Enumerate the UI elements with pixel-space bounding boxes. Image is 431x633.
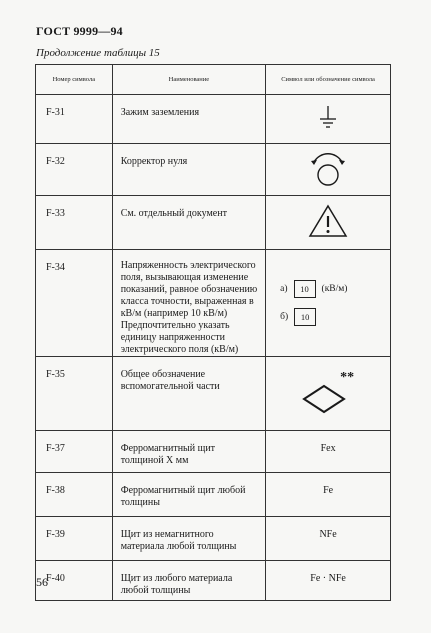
asterisk-marks: ** <box>340 369 355 385</box>
symbol-cell <box>266 473 391 517</box>
symbol-code: F-33 <box>36 196 113 250</box>
field-strength-symbols <box>266 280 390 326</box>
symbol-code: F-38 <box>36 473 113 517</box>
table-row <box>36 144 391 196</box>
symbol-text: NFe <box>319 529 337 540</box>
symbol-variant-a <box>280 280 347 298</box>
table-row <box>36 196 391 250</box>
unit-label: (кВ/м) <box>321 284 348 294</box>
symbol-name: Общее обозначение вспомогательной части <box>112 357 265 431</box>
symbol-code: F-34 <box>36 250 113 357</box>
table-row <box>36 431 391 473</box>
symbol-cell <box>266 95 391 144</box>
symbol-cell <box>266 517 391 561</box>
symbol-text: Fe · NFe <box>310 573 346 584</box>
symbol-text: Fex <box>320 443 336 454</box>
table-header-row <box>36 65 391 95</box>
warning-triangle-icon <box>308 203 348 239</box>
symbol-code: F-31 <box>36 95 113 144</box>
symbol-name: Напряженность электрического поля, вызывающая изменение показаний, равное обозначению класса точности, выраженная в кВ/м (например 10 кВ/м) Предпочтительно указать единицу напряженности электрического поля (кВ/м) <box>112 250 265 357</box>
symbol-cell <box>266 431 391 473</box>
table-row <box>36 561 391 601</box>
table-continuation-caption: Продолжение таблицы 15 <box>36 47 160 59</box>
symbol-name: См. отдельный документ <box>112 196 265 250</box>
symbol-name: Ферромагнитный щит любой толщины <box>112 473 265 517</box>
table-row <box>36 357 391 431</box>
symbol-code: F-40 <box>36 561 113 601</box>
symbols-table <box>35 64 391 601</box>
symbol-text: Fe <box>323 485 334 496</box>
symbol-name: Щит из любого материала любой толщины <box>112 561 265 601</box>
symbol-code: F-37 <box>36 431 113 473</box>
symbol-name: Корректор нуля <box>112 144 265 196</box>
symbol-cell <box>266 357 391 431</box>
ground-icon <box>318 104 338 130</box>
table-row <box>36 517 391 561</box>
table-row <box>36 95 391 144</box>
symbol-cell <box>266 144 391 196</box>
symbol-name: Щит из немагнитного материала любой толщины <box>112 517 265 561</box>
symbol-variant-b <box>280 308 316 326</box>
table-row <box>36 250 391 357</box>
accuracy-class-box: 10 <box>294 280 316 298</box>
symbol-cell <box>266 561 391 601</box>
diamond-icon <box>302 384 346 414</box>
document-header: ГОСТ 9999—94 <box>36 24 123 38</box>
variant-label: а) <box>280 284 288 294</box>
column-header-name: Наименование <box>112 65 265 95</box>
symbol-cell <box>266 196 391 250</box>
symbol-code: F-35 <box>36 357 113 431</box>
symbol-code: F-32 <box>36 144 113 196</box>
accuracy-class-box: 10 <box>294 308 316 326</box>
table-row <box>36 473 391 517</box>
column-header-symbol: Символ или обозначение символа <box>266 65 391 95</box>
symbol-name: Ферромагнитный щит толщиной X мм <box>112 431 265 473</box>
page-number: 56 <box>36 575 48 589</box>
symbol-cell <box>266 250 391 357</box>
symbol-code: F-39 <box>36 517 113 561</box>
zero-corrector-icon <box>308 148 348 188</box>
symbol-name: Зажим заземления <box>112 95 265 144</box>
variant-label: б) <box>280 312 289 322</box>
column-header-code: Номер символа <box>36 65 113 95</box>
